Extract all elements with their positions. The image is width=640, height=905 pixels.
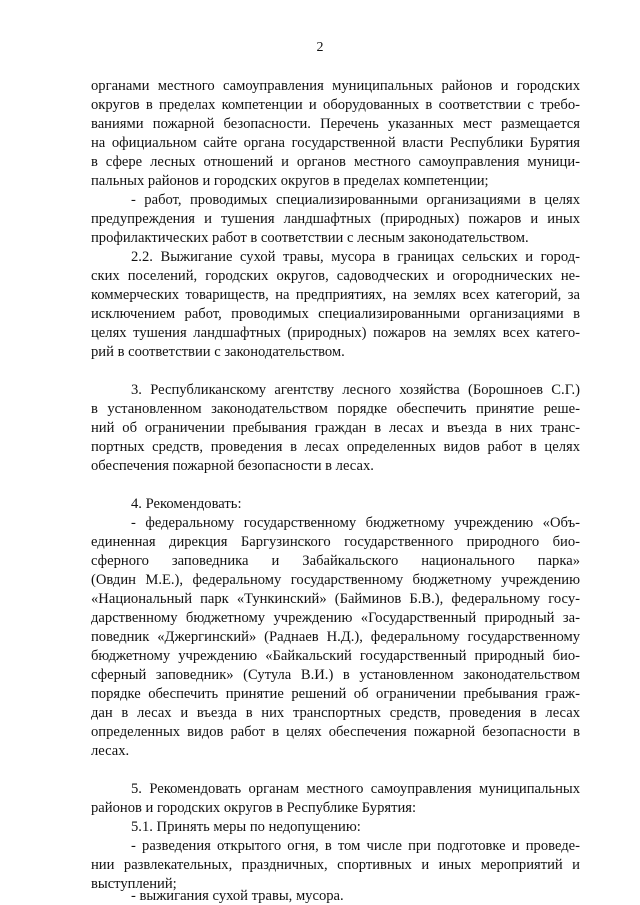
text-line: - разведения открытого огня, в том числе при подготовке и проведе- (131, 838, 580, 854)
text-line: - работ, проводимых специализированными организациями в целях (131, 192, 580, 208)
text-line: определенных видов работ в целях обеспечения пожарной безопасности в (91, 724, 580, 740)
text-line: (Овдин М.Е.), федеральному государственному бюджетному учреждению (91, 572, 580, 588)
text-line: обеспечения пожарной безопасности в лесах. (91, 458, 374, 474)
text-line: выступлений; (91, 876, 177, 892)
text-line: ний об ограничении пребывания граждан в лесах и въезда в них транс- (91, 420, 580, 436)
text-line: органами местного самоуправления муниципальных районов и городских (91, 78, 580, 94)
text-line: ских поселений, городских округов, садоводческих и огороднических не- (91, 268, 580, 284)
text-line: портных средств, проведения в лесах определенных видов работ в целях (91, 439, 580, 455)
text-line: бюджетному учреждению «Байкальский государственный природный био- (91, 648, 580, 664)
text-line: дарственному бюджетному учреждению «Государственный природный за- (91, 610, 580, 626)
text-line: порядке обеспечить принятие решений об ограничении пребывания граж- (91, 686, 580, 702)
text-line: «Национальный парк «Тункинский» (Байминов Б.В.), федеральному госу- (91, 591, 580, 607)
text-line: - федеральному государственному бюджетному учреждению «Объ- (131, 515, 580, 531)
text-line: 5.1. Принять меры по недопущению: (131, 819, 361, 835)
text-line: 4. Рекомендовать: (131, 496, 242, 512)
text-line: предупреждения и тушения ландшафтных (природных) пожаров и иных (91, 211, 580, 227)
text-line: сферного заповедника и Забайкальского национального парка» (91, 553, 580, 569)
text-line: нии развлекательных, праздничных, спортивных и иных мероприятий и (91, 857, 580, 873)
text-line: - выжигания сухой травы, мусора. (131, 888, 344, 904)
text-line: 5. Рекомендовать органам местного самоуправления муниципальных (131, 781, 580, 797)
text-line: районов и городских округов в Республике Бурятия: (91, 800, 417, 816)
text-line: в установленном законодательством порядке обеспечить принятие реше- (91, 401, 580, 417)
text-line: округов в пределах компетенции и оборудованных в соответствии с требо- (91, 97, 580, 113)
text-line: поведник «Джергинский» (Раднаев Н.Д.), федеральному государственному (91, 629, 580, 645)
text-line: дан в лесах и въезда в них транспортных средств, проведения в лесах (91, 705, 580, 721)
text-line: сферный заповедник» (Сутула В.И.) в установленном законодательством (91, 667, 580, 683)
text-line: 2.2. Выжигание сухой травы, мусора в границах сельских и город- (131, 249, 580, 265)
text-line: в сфере лесных отношений и органов местного самоуправления муници- (91, 154, 580, 170)
text-line: пальных районов и городских округов в пределах компетенции; (91, 173, 489, 189)
text-line: единенная дирекция Баргузинского государственного природного био- (91, 534, 580, 550)
page-number: 2 (316, 40, 324, 55)
text-line: на официальном сайте органа государственной власти Республики Бурятия (91, 135, 580, 151)
text-line: 3. Республиканскому агентству лесного хозяйства (Борошноев С.Г.) (131, 382, 580, 398)
text-line: целях тушения ландшафтных (природных) пожаров на землях всех катего- (91, 325, 580, 341)
text-line: профилактических работ в соответствии с лесным законодательством. (91, 230, 529, 246)
text-line: лесах. (91, 743, 130, 759)
text-line: ваниями пожарной безопасности. Перечень указанных мест размещается (91, 116, 580, 132)
text-line: исключением работ, проводимых специализированными организациями в (91, 306, 580, 322)
text-line: коммерческих товариществ, на предприятиях, на землях всех категорий, за (91, 287, 580, 303)
text-line: рий в соответствии с законодательством. (91, 344, 345, 360)
